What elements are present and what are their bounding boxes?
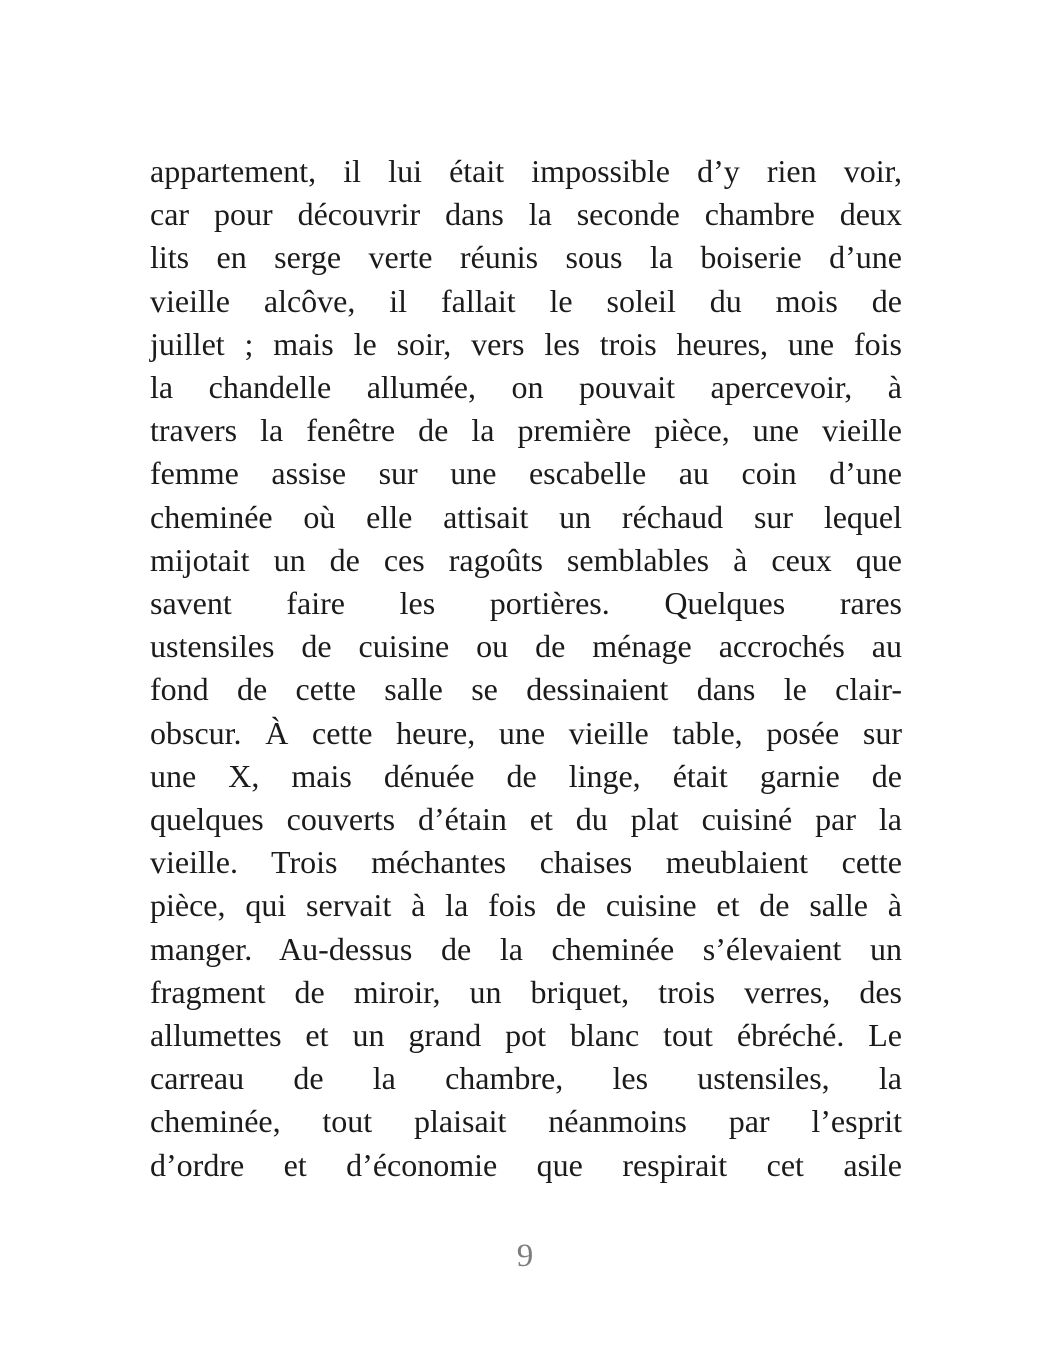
page-number: 9	[516, 1238, 534, 1274]
text-line: pièce, qui servait à la fois de cuisine et de salle à	[150, 887, 902, 924]
text-line: vieille alcôve, il fallait le soleil du mois de	[150, 282, 902, 319]
text-line: allumettes et un grand pot blanc tout ébréché. Le	[150, 1017, 902, 1054]
text-line: manger. Au-dessus de la cheminée s’élevaient un	[150, 930, 902, 967]
text-line: travers la fenêtre de la première pièce, une vieille	[150, 412, 902, 449]
body-text	[150, 150, 902, 1187]
text-line: cheminée, tout plaisait néanmoins par l’esprit	[150, 1103, 902, 1140]
text-line: obscur. À cette heure, une vieille table, posée sur	[150, 714, 902, 751]
text-line: mijotait un de ces ragoûts semblables à ceux que	[150, 541, 902, 578]
text-line: juillet ; mais le soir, vers les trois heures, une fois	[150, 325, 902, 362]
text-line: savent faire les portières. Quelques rares	[150, 585, 902, 622]
text-line: cheminée où elle attisait un réchaud sur lequel	[150, 498, 902, 535]
text-line: fragment de miroir, un briquet, trois verres, des	[150, 973, 902, 1010]
text-line: carreau de la chambre, les ustensiles, la	[150, 1060, 902, 1097]
text-line: lits en serge verte réunis sous la boiserie d’une	[150, 239, 902, 276]
text-line: la chandelle allumée, on pouvait apercevoir, à	[150, 369, 902, 406]
text-line: appartement, il lui était impossible d’y rien voir,	[150, 153, 902, 189]
text-line: vieille. Trois méchantes chaises meublaient cette	[150, 844, 902, 881]
text-line: une X, mais dénuée de linge, était garnie de	[150, 757, 902, 794]
text-line: quelques couverts d’étain et du plat cuisiné par la	[150, 801, 902, 838]
text-line: femme assise sur une escabelle au coin d’une	[150, 455, 902, 492]
text-line: car pour découvrir dans la seconde chambre deux	[150, 196, 902, 233]
text-line: fond de cette salle se dessinaient dans le clair-	[150, 671, 902, 708]
text-line: d’ordre et d’économie que respirait cet asile	[150, 1146, 902, 1183]
text-line: ustensiles de cuisine ou de ménage accrochés au	[150, 628, 902, 665]
